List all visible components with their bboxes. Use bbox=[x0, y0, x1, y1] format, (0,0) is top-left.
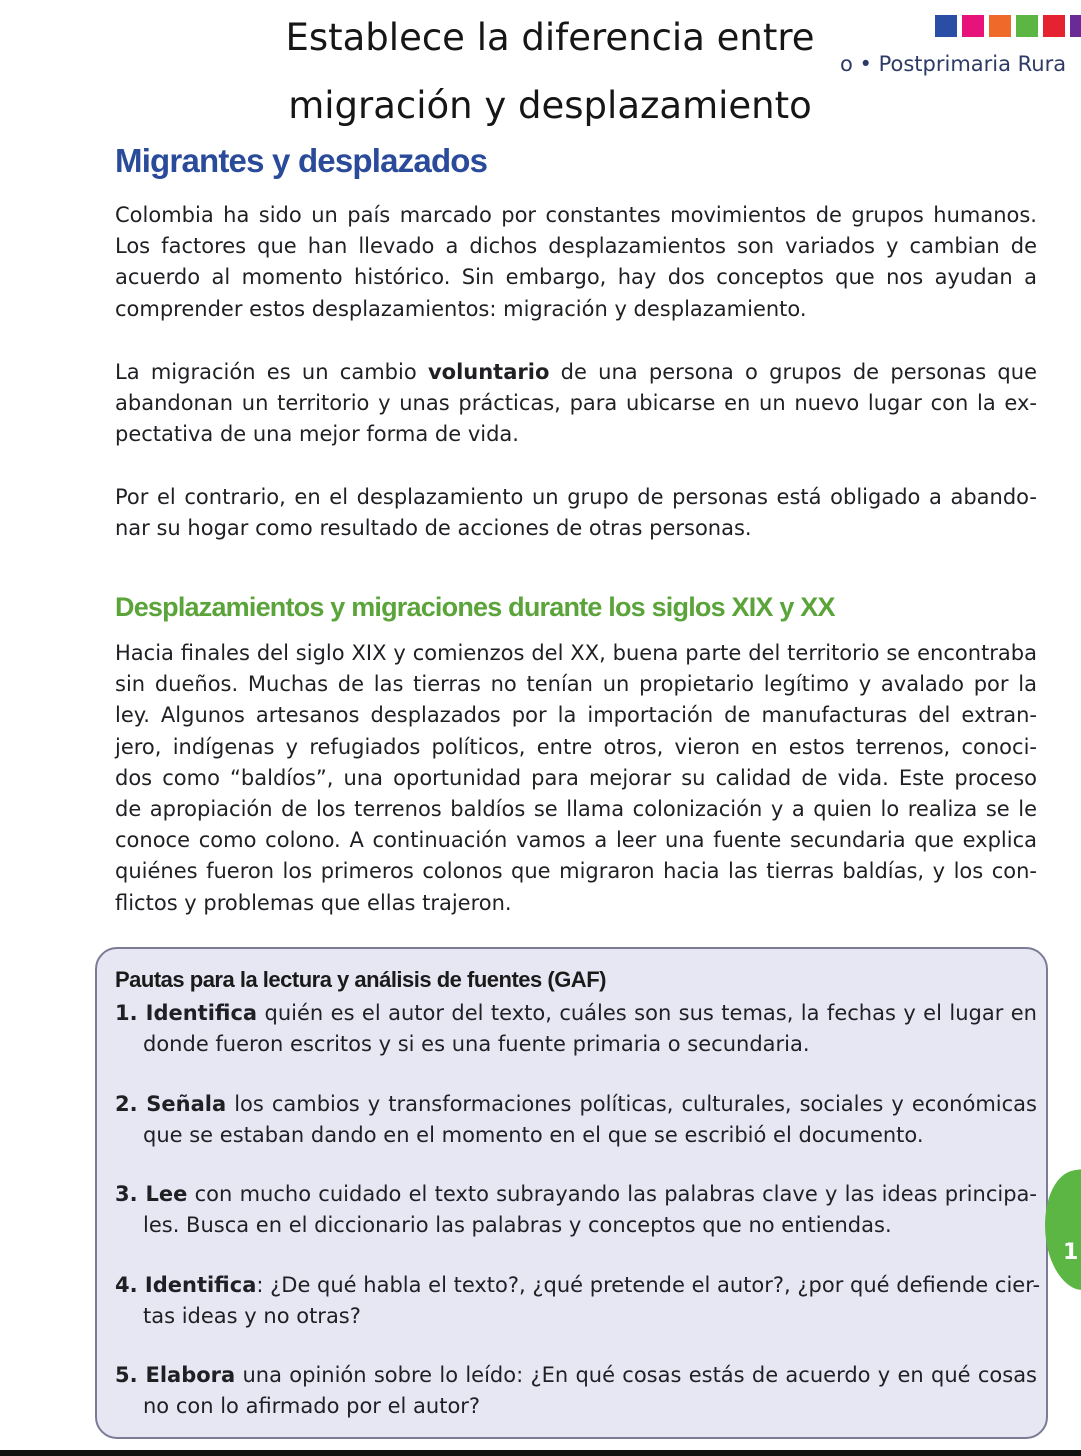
text-segment: de una persona o grupos de personas que bbox=[549, 360, 1037, 384]
color-swatch bbox=[935, 15, 957, 37]
text-line: Por el contrario, en el desplazamiento un grupo de personas está obligado a abando- bbox=[115, 485, 1037, 509]
page-title-line-2: migración y desplazamiento bbox=[288, 84, 812, 127]
text-line: de apropiación de los terrenos baldíos se llama colonización y a quien lo realiza se le bbox=[115, 796, 1037, 821]
bold-keyword: 3. Lee bbox=[115, 1182, 188, 1206]
paragraph bbox=[115, 482, 1037, 544]
text-segment: La migración es un cambio bbox=[115, 360, 428, 384]
bold-keyword: 5. Elabora bbox=[115, 1363, 236, 1387]
text-line: quiénes fueron los primeros colonos que migraron hacia las tierras baldías, y los con- bbox=[115, 859, 1037, 884]
bottom-border bbox=[0, 1450, 1081, 1456]
text-line bbox=[115, 1270, 1041, 1301]
series-label: o • Postprimaria Rura bbox=[840, 52, 1067, 76]
text-line: Hacia finales del siglo XIX y comienzos del XX, buena parte del territorio se encontraba bbox=[115, 641, 1037, 665]
text-line: abandonan un territorio y unas prácticas, para ubicarse en un nuevo lugar con la ex- bbox=[115, 391, 1037, 416]
text-line: pectativa de una mejor forma de vida. bbox=[115, 422, 519, 447]
color-swatches bbox=[935, 15, 1081, 37]
bold-keyword: 4. Identifica bbox=[115, 1273, 257, 1297]
text-line: jero, indígenas y refugiados políticos, entre otros, vieron en estos terrenos, conoci- bbox=[115, 734, 1037, 759]
text-line: flictos y problemas que ellas trajeron. bbox=[115, 890, 512, 915]
color-swatch bbox=[1016, 15, 1038, 37]
text-line: donde fueron escritos y si es una fuente primaria o secundaria. bbox=[143, 1032, 810, 1057]
color-swatch bbox=[989, 15, 1011, 37]
guideline-item bbox=[115, 1270, 1041, 1332]
text-segment: con mucho cuidado el texto subrayando las palabras clave y las ideas principa- bbox=[187, 1182, 1037, 1206]
text-segment: quién es el autor del texto, cuáles son sus temas, la fechas y el lugar en bbox=[257, 1001, 1037, 1025]
text-line bbox=[115, 357, 1037, 388]
text-line bbox=[115, 1179, 1037, 1210]
text-line bbox=[115, 1089, 1037, 1120]
bold-keyword: voluntario bbox=[427, 360, 550, 384]
text-line: comprender estos desplazamientos: migración y desplazamiento. bbox=[115, 296, 807, 321]
text-line: no con lo afirmado por el autor? bbox=[143, 1394, 481, 1419]
text-line: acuerdo al momento histórico. Sin embargo, hay dos conceptos que nos ayudan a bbox=[115, 265, 1037, 290]
bold-keyword: 2. Señala bbox=[115, 1092, 227, 1116]
color-swatch bbox=[1043, 15, 1065, 37]
section-heading-migrantes: Migrantes y desplazados bbox=[115, 142, 488, 179]
text-line: Los factores que han llevado a dichos desplazamientos son variados y cambian de bbox=[115, 234, 1037, 259]
guideline-item bbox=[115, 1360, 1037, 1422]
text-line: nar su hogar como resultado de acciones de otras personas. bbox=[115, 516, 752, 541]
text-line: que se estaban dando en el momento en el que se escribió el documento. bbox=[143, 1123, 924, 1148]
text-segment: una opinión sobre lo leído: ¿En qué cosas estás de acuerdo y en qué cosas bbox=[235, 1363, 1037, 1387]
section-heading-siglos: Desplazamientos y migraciones durante los siglos XIX y XX bbox=[115, 592, 835, 622]
color-swatch bbox=[962, 15, 984, 37]
text-line: sin dueños. Muchas de las tierras no tenían un propietario legítimo y avalado por la bbox=[115, 672, 1037, 697]
paragraph bbox=[115, 200, 1037, 325]
paragraph bbox=[115, 357, 1037, 451]
guideline-item bbox=[115, 1179, 1037, 1241]
text-line: les. Busca en el diccionario las palabras y conceptos que no entiendas. bbox=[143, 1213, 892, 1238]
guideline-item bbox=[115, 1089, 1037, 1151]
text-segment: : ¿De qué habla el texto?, ¿qué pretende el autor?, ¿por qué defiende cier- bbox=[256, 1273, 1041, 1297]
text-line: dos como “baldíos”, una oportunidad para mejorar su calidad de vida. Este proceso bbox=[115, 765, 1037, 790]
text-line: ley. Algunos artesanos desplazados por la importación de manufacturas del extran- bbox=[115, 703, 1037, 728]
page-title-line-1: Establece la diferencia entre bbox=[285, 16, 815, 59]
text-segment: los cambios y transformaciones políticas, culturales, sociales y económicas bbox=[226, 1092, 1037, 1116]
text-line bbox=[115, 1360, 1037, 1391]
text-line: conoce como colono. A continuación vamos a leer una fuente secundaria que explica bbox=[115, 828, 1037, 853]
guideline-item bbox=[115, 998, 1037, 1060]
bold-keyword: 1. Identifica bbox=[115, 1001, 258, 1025]
color-swatch bbox=[1070, 15, 1081, 37]
text-line bbox=[115, 998, 1037, 1029]
paragraph bbox=[115, 638, 1037, 919]
text-line: Colombia ha sido un país marcado por constantes movimientos de grupos humanos. bbox=[115, 203, 1037, 227]
text-line: tas ideas y no otras? bbox=[143, 1304, 361, 1329]
page-number: 1 bbox=[1063, 1240, 1079, 1265]
box-title: Pautas para la lectura y análisis de fuentes (GAF) bbox=[115, 967, 606, 992]
